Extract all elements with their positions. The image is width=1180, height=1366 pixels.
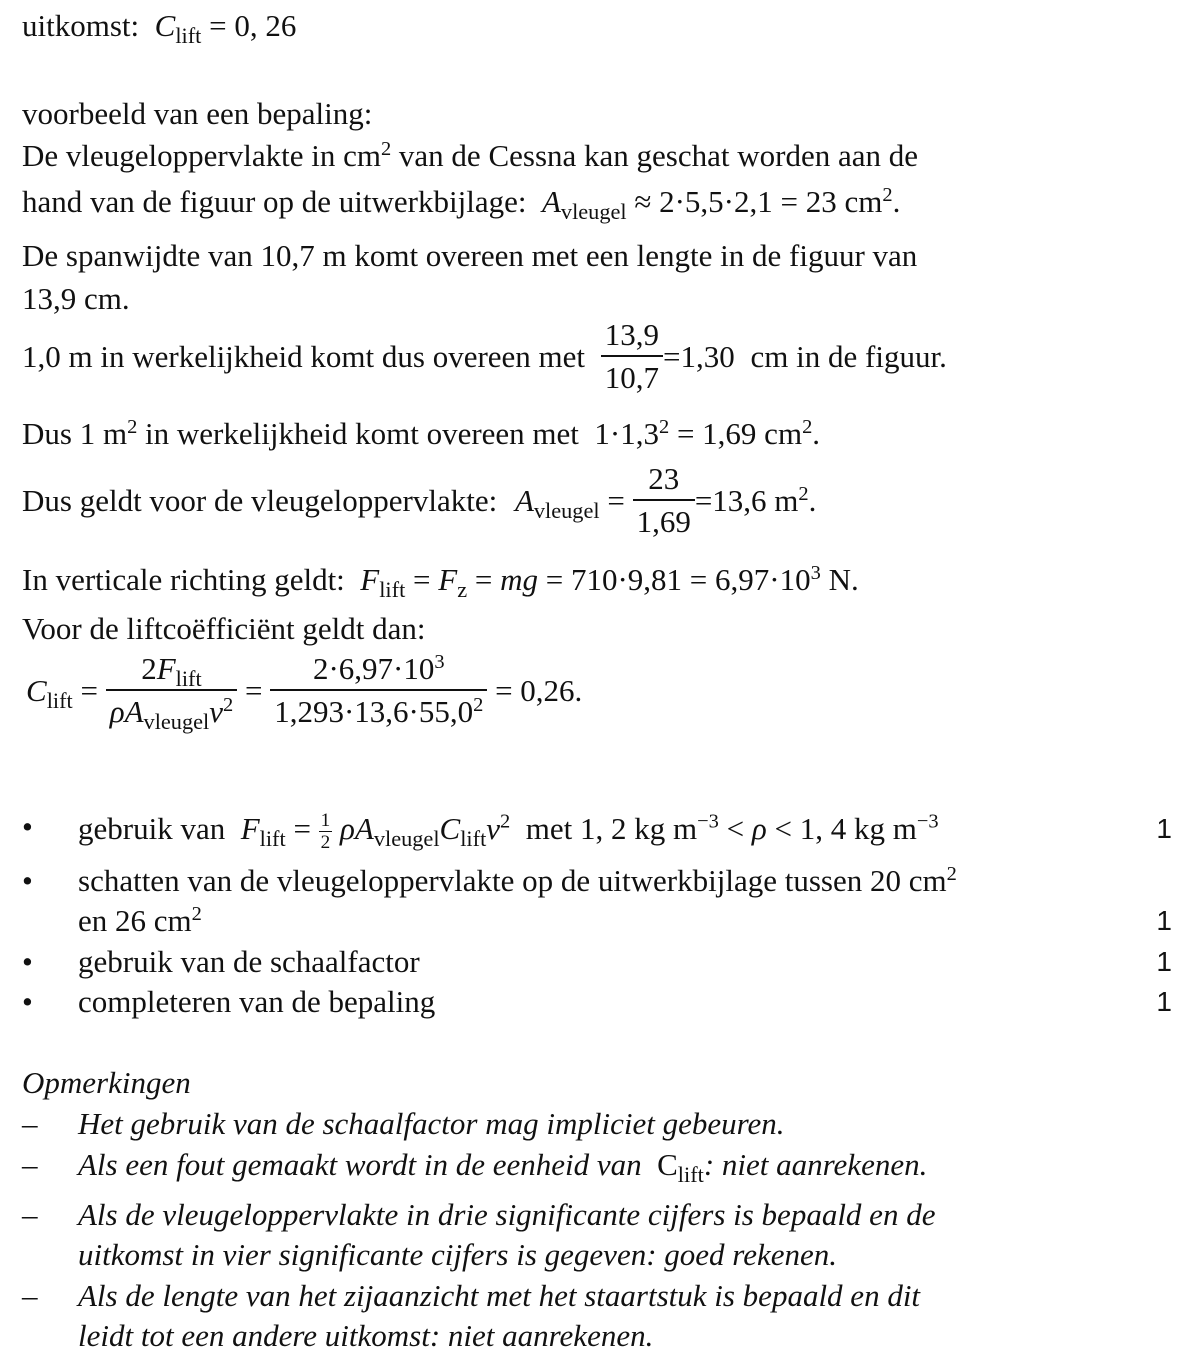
remark-3-line-2: uitkomst in vier significante cijfers is gegeven: goed rekenen. [78, 1237, 837, 1272]
remark-3-dash: – [22, 1197, 38, 1232]
scale-denominator: 10,7 [604, 360, 660, 396]
criterion-4-text: completeren van de bepaling [78, 984, 436, 1019]
vertical-text: In verticale richting geldt: [22, 562, 345, 597]
coef-result: = 0,26. [495, 673, 583, 709]
criterion-2-text-line-1: schatten van de vleugeloppervlakte op de uitwerkbijlage tussen 20 $cm^2$ [78, 862, 957, 898]
scale-result: =1,30 [663, 339, 735, 375]
wing-numerator: 23 [633, 462, 695, 501]
area-line-2: hand van de figuur op de uitwerkbijlage: $A_{vleugel} \approx 2\cdot 5,5\cdot 2,1 = 23$ $cm^2$. [22, 183, 901, 225]
coef-numerator-2: $2\cdot 6,97\cdot 10^3$ [270, 652, 487, 691]
wing-line: Dus geldt voor de vleugeloppervlakte: $A_{vleugel}$ = $\frac{23}{1,69}$ =13,6 $m^2$. [22, 461, 817, 540]
span-line-1: De spanwijdte van 10,7 m komt overeen met een lengte in de figuur van [22, 238, 918, 273]
vertical-line: In verticale richting geldt: $F_{lift} = F_z$ = mg = $710\cdot 9,81 = 6,97\cdot 10^3$ N. [22, 561, 859, 603]
coef-numerator-1: $2F_{lift}$ [106, 652, 238, 691]
coef-denominator-2: $1,293\cdot 13,6\cdot 55,0^2$ [274, 693, 484, 730]
scale-text-after: cm in de figuur. [750, 339, 947, 375]
criterion-2-bullet: • [22, 863, 33, 898]
coef-fraction-2 [270, 652, 487, 729]
remark-2-text: Als een fout gemaakt wordt in de eenheid van $C_{lift}$: niet aanrekenen. [78, 1147, 928, 1188]
criterion-3-text: gebruik van de schaalfactor [78, 944, 420, 979]
remark-1-text: Het gebruik van de schaalfactor mag impliciet gebeuren. [78, 1106, 785, 1141]
remarks-heading: Opmerkingen [22, 1065, 191, 1100]
scale-numerator: 13,9 [601, 318, 663, 357]
result-label: uitkomst: [22, 8, 140, 43]
coef-fraction-1 [106, 651, 238, 735]
remark-4-line-2: leidt tot een andere uitkomst: niet aanrekenen. [78, 1318, 654, 1353]
remark-4-line-1: Als de lengte van het zijaanzicht met het staartstuk is bepaald en dit [78, 1278, 921, 1313]
area-line-2-text: hand van de figuur op de uitwerkbijlage: [22, 184, 527, 219]
span-line-2: 13,9 cm. [22, 281, 130, 316]
result-line: uitkomst: $C_{lift} = 0$, 26 [22, 8, 297, 49]
criterion-2-score: 1 [1156, 905, 1172, 936]
criterion-4-score: 1 [1156, 986, 1172, 1017]
coef-formula: $C_{lift}$ = $\frac{2F_{lift}}{\rho A_{vleugel}v^2}$ = $\frac{2\cdot 6,97\cdot 10^3}{1,293\cdot 13,6\cdot 55,0^2}$ = 0,26. [26, 650, 583, 735]
criterion-2-text-line-2: en 26 $cm^2$ [78, 902, 202, 938]
criterion-3-score: 1 [1156, 946, 1172, 977]
remark-2-dash: – [22, 1147, 38, 1182]
remark-3-line-1: Als de vleugeloppervlakte in drie significante cijfers is bepaald en de [78, 1197, 936, 1232]
coef-denominator-1: $\rho A_{vleugel}v^2$ [109, 693, 234, 735]
criterion-1-score: 1 [1156, 813, 1172, 844]
area-line-1: De vleugeloppervlakte in $cm^2$ van de Cessna kan geschat worden aan de [22, 137, 918, 173]
example-heading: voorbeeld van een bepaling: [22, 96, 373, 131]
scale-line [22, 318, 947, 395]
scale-text-before: 1,0 m in werkelijkheid komt dus overeen met [22, 339, 586, 375]
wing-text: Dus geldt voor de vleugeloppervlakte: [22, 483, 498, 519]
criterion-1-bullet: • [22, 809, 33, 844]
remark-1-dash: – [22, 1106, 38, 1141]
wing-fraction [633, 462, 695, 539]
sqm-line: Dus 1 $m^2$ in werkelijkheid komt overeen met $1\cdot 1,3^2 = 1,69$ $cm^2$. [22, 415, 821, 451]
criterion-3-bullet: • [22, 944, 33, 979]
scale-fraction [601, 318, 663, 395]
criterion-1-text: gebruik van $F_{lift}$ = $\frac{1}{2}$ $\rho A_{vleugel}C_{lift}v^2$ met 1, 2 kg $m^{-3} < \rho < 1$, 4 kg $m^{-3}$ [78, 810, 939, 854]
wing-denominator: 1,69 [636, 504, 691, 540]
criterion-4-bullet: • [22, 984, 33, 1019]
remark-4-dash: – [22, 1278, 38, 1313]
coef-text: Voor de liftcoëfficiënt geldt dan: [22, 611, 426, 646]
